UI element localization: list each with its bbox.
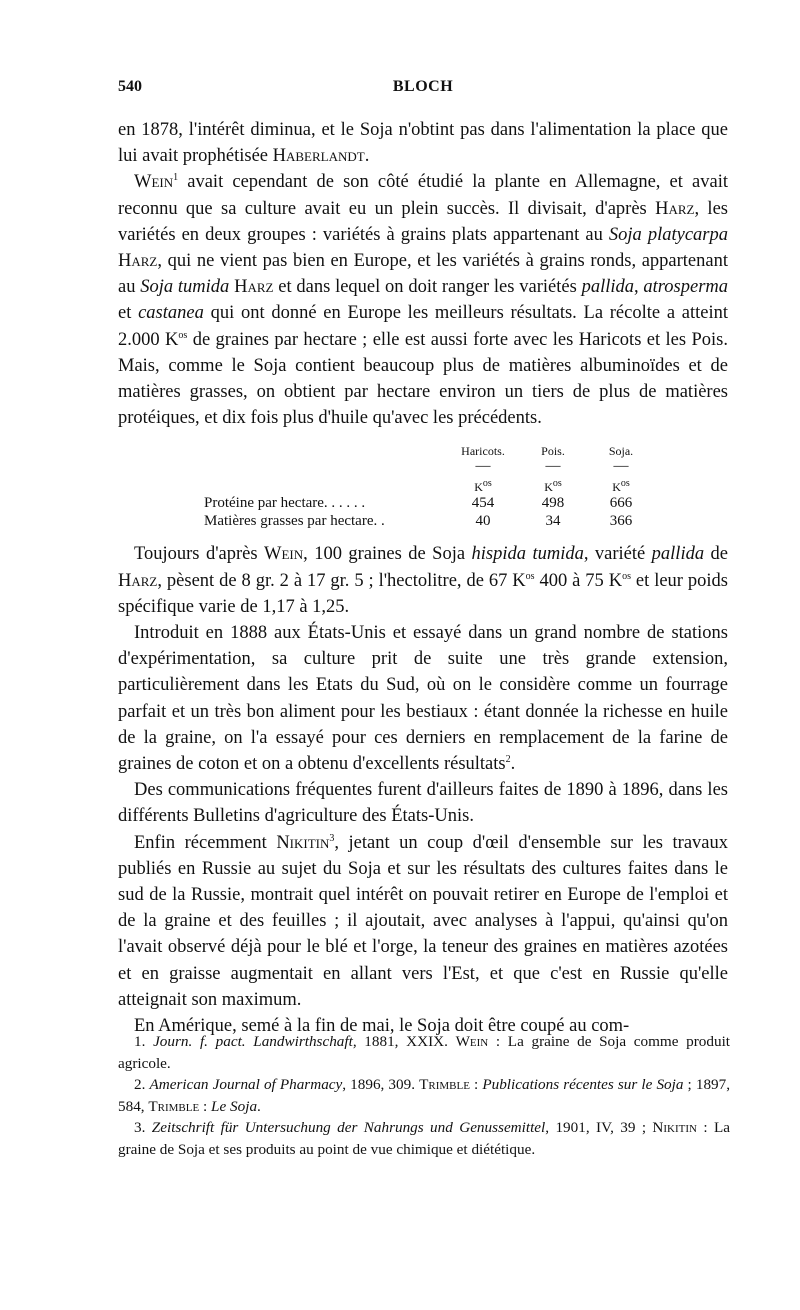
article-title: Le Soja — [211, 1097, 258, 1115]
paragraph-3 — [118, 541, 728, 620]
footnote-number: 2. — [134, 1076, 150, 1094]
table-unit — [586, 479, 656, 496]
unit-sup: os — [620, 478, 630, 490]
table-row-label-matieres-grasses: Matières grasses par hectare. . — [204, 513, 385, 530]
author-harz: Harz — [118, 570, 158, 591]
species-tumida: Soja tumida — [140, 277, 230, 298]
unit-sup: os — [482, 478, 492, 490]
paragraph-1-text: en 1878, l'intérêt diminua, et le Soja n'obtint pas dans l'alimentation la place que lui avait prophétisée — [118, 120, 728, 167]
variety-pallida: pallida — [581, 277, 634, 298]
footnote-text: , 1901, IV, 39 ; — [545, 1119, 653, 1137]
p3-text-6: 400 à 75 K — [534, 570, 623, 591]
author-harz: Harz — [234, 277, 274, 298]
footnote-text: ; 1897, 584, — [118, 1076, 731, 1115]
unit-sup: os — [525, 570, 535, 582]
author-harz: Harz — [118, 251, 158, 272]
p2-comma: , — [633, 277, 644, 298]
author-haberlandt: Haberlandt — [272, 146, 365, 167]
footnote-text: . — [257, 1097, 261, 1115]
p3-text-7: et leur poids spécifique varie de 1,17 à 1,25. — [118, 570, 728, 617]
footnote-text: : — [199, 1097, 212, 1115]
paragraph-5 — [118, 777, 728, 829]
footnotes — [118, 1031, 730, 1161]
footnote-text: , 1881, XXIX. — [352, 1033, 456, 1050]
unit-k: K — [474, 480, 483, 495]
author-nikitin: Nikitin — [276, 832, 330, 853]
p2-text-2: , les variétés en deux groupes : variétés à grains plats appartenant au — [118, 198, 728, 245]
table-unit — [518, 479, 588, 496]
p6-text-1: Enfin récemment — [134, 832, 277, 853]
author-nikitin: Nikitin — [652, 1119, 697, 1137]
journal-title: Journ. f. pact. Landwirthschaft — [153, 1033, 353, 1050]
species-hispida-tumida: hispida tumida — [471, 544, 584, 565]
author-trimble: Trimble — [148, 1097, 200, 1115]
variety-atrosperma: atrosperma — [643, 277, 729, 298]
unit-sup: os — [552, 478, 562, 490]
author-wein: Wein — [264, 544, 304, 565]
p4-text: Introduit en 1888 aux États-Unis et essayé dans un grand nombre de stations d'expérimentation, sa culture prit de suite une très grande extension, particulièrement dans les Etats du Sud, où on le considère comme un fourrage parfait et un très bon aliment pour les bestiaux : étant donnée la richesse en huile de la graine, on l'a essayé pour ces derniers en remplacement de la farine de graines de coton et on a obtenu d'excellents résultats — [118, 623, 728, 775]
p2-text-1: avait cependant de son côté étudié la plante en Allemagne, et avait reconnu que sa culture avait eu un plein succès. Il divisait, d'après — [118, 172, 728, 219]
p7-text: En Amérique, semé à la fin de mai, le Soja doit être coupé au com- — [134, 1016, 630, 1037]
variety-pallida: pallida — [651, 544, 705, 565]
p6-text-2: , jetant un coup d'œil d'ensemble sur les travaux publiés en Russie au sujet du Soja et sur les résultats des cultures faites dans le sud de la Russie, montrait quel intérêt on pouvait retirer en Europe de l'emploi et de la graine et des feuilles ; il ajoutait, avec analyses à l'appui, qu'ainsi qu'on l'avait observé déjà pour le blé et l'orge, la teneur des graines en matières azotées et en graisse augmentait en allant vers l'Est, et que c'est en Russie qu'elle atteignait son maximum. — [118, 832, 728, 1010]
p3-text-4: de — [704, 544, 728, 565]
author-harz: Harz — [655, 198, 695, 219]
footnote-1 — [118, 1031, 730, 1074]
footnote-number: 3. — [134, 1119, 152, 1137]
p4-end: . — [510, 754, 516, 775]
running-head: BLOCH — [392, 78, 454, 95]
p3-text-2: , 100 graines de Soja — [303, 544, 472, 565]
footnote-3 — [118, 1117, 730, 1160]
table-cell: 666 — [609, 495, 633, 512]
p2-text-7: qui ont donné en Europe les meilleurs résultats. La récolte a atteint 2.000 K — [118, 303, 728, 350]
article-title: Publications récentes sur le Soja — [482, 1076, 684, 1094]
variety-castanea: castanea — [138, 303, 204, 324]
footnote-2 — [118, 1074, 730, 1117]
p2-text-4: et dans lequel on doit ranger les variétés — [273, 277, 582, 298]
p3-text-3: , variété — [583, 544, 652, 565]
yield-table — [118, 443, 728, 535]
table-header-soja: Soja. — [608, 444, 634, 459]
table-header-pois: Pois. — [541, 444, 565, 459]
footnote-text: : La graine de Soja et ses produits au point de vue chimique et diététique. — [118, 1119, 730, 1158]
table-dash: — — [613, 458, 629, 475]
footnote-ref-1: 1 — [173, 172, 179, 184]
page-number: 540 — [118, 78, 142, 95]
unit-k: K — [544, 480, 553, 495]
footnote-text: : La graine de Soja comme produit agricole. — [118, 1033, 731, 1072]
footnote-number: 1. — [134, 1033, 154, 1050]
table-dash: — — [475, 458, 491, 475]
paragraph-2 — [118, 169, 728, 431]
table-cell: 34 — [545, 513, 561, 530]
p3-text-1: Toujours d'après — [134, 544, 265, 565]
paragraph-1-end: . — [364, 146, 370, 167]
p2-text-3: , qui ne vient pas bien en Europe, et les variétés à grains ronds, appartenant au — [118, 251, 728, 298]
footnote-text: : — [469, 1076, 483, 1094]
footnote-text: , 1896, 309. — [342, 1076, 420, 1094]
p2-text-8: de graines par hectare ; elle est aussi forte avec les Haricots et les Pois. Mais, comme le Soja contient beaucoup plus de matières albuminoïdes et de matières grasses, on obtient par hectare environ un tiers de plus de matières protéiques, et dix fois plus d'huile qu'avec les précédents. — [118, 329, 728, 429]
footnote-ref-2: 2 — [505, 753, 511, 765]
author-trimble: Trimble — [419, 1076, 470, 1094]
journal-title: American Journal of Pharmacy — [149, 1076, 343, 1094]
footnote-ref-3: 3 — [329, 832, 335, 844]
paragraph-1 — [118, 117, 728, 169]
unit-sup: os — [178, 329, 188, 341]
table-cell: 40 — [475, 513, 491, 530]
table-unit — [448, 479, 518, 496]
table-dash: — — [545, 458, 561, 475]
table-row-label-proteine: Protéine par hectare. . . . . . — [204, 495, 366, 512]
unit-sup: os — [622, 570, 631, 582]
species-platycarpa: Soja platycarpa — [608, 224, 729, 245]
author-wein: Wein — [455, 1033, 489, 1050]
journal-title: Zeitschrift für Untersuchung der Nahrungs und Genussemittel — [151, 1119, 546, 1137]
p2-text-6: et — [118, 303, 139, 324]
table-cell: 454 — [471, 495, 495, 512]
main-text — [118, 117, 728, 1039]
table-header-haricots: Haricots. — [461, 444, 505, 459]
p5-text: Des communications fréquentes furent d'ailleurs faites de 1890 à 1896, dans les différents Bulletins d'agriculture des États-Unis. — [118, 780, 728, 827]
table-cell: 498 — [541, 495, 565, 512]
table-cell: 366 — [609, 513, 633, 530]
p3-text-5: , pèsent de 8 gr. 2 à 17 gr. 5 ; l'hectolitre, de 67 K — [157, 570, 526, 591]
author-wein: Wein — [134, 172, 174, 193]
paragraph-4 — [118, 620, 728, 777]
paragraph-6 — [118, 830, 728, 1013]
unit-k: K — [612, 480, 621, 495]
